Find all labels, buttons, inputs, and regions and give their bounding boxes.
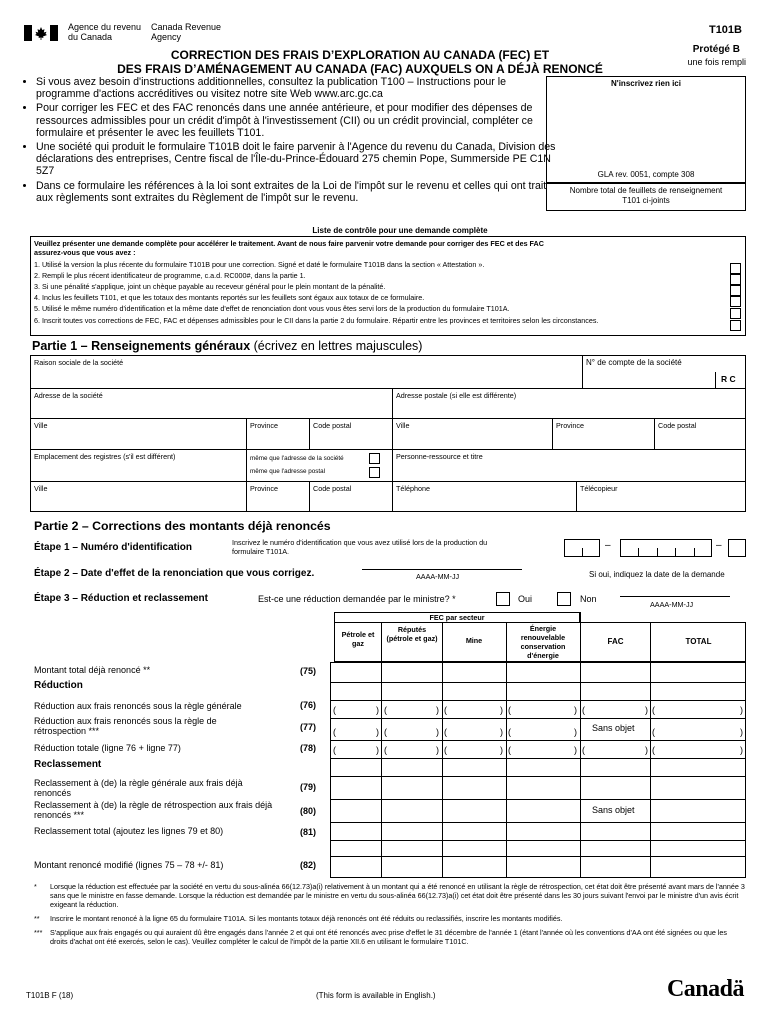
step3-question: Est-ce une réduction demandée par le ministre? * — [258, 594, 456, 604]
mailing-postal-field[interactable] — [654, 418, 746, 449]
form-title-line2: DES FRAIS D’AMÉNAGEMENT AU CANADA (FAC) AUXQUELS ON A DÉJÀ RENONCÉ — [117, 62, 603, 76]
no-write-label: N'inscrivez rien ici — [611, 79, 681, 88]
note1-mark: * — [34, 882, 37, 891]
corp-address-field[interactable] — [30, 388, 392, 418]
yes-label: Oui — [518, 594, 533, 604]
part2-title-rest: Corrections des montants déjà renoncés — [92, 519, 331, 533]
yes-checkbox[interactable] — [496, 592, 510, 606]
paren-close: ) — [645, 745, 648, 755]
paren-close: ) — [376, 705, 379, 715]
canada-wordmark: Canadä — [666, 976, 744, 1002]
agency-name-fr: Agence du revenu — [68, 22, 142, 32]
province-label: Province — [250, 421, 278, 430]
fax-field[interactable] — [576, 481, 746, 512]
part1-title: Partie 1 – Renseignements généraux — [32, 339, 251, 353]
col-total: TOTAL — [685, 637, 712, 646]
paren-open: ( — [652, 727, 655, 737]
paren-open: ( — [444, 705, 447, 715]
contact-label: Personne-ressource et titre — [396, 452, 483, 461]
paren-open: ( — [508, 727, 511, 737]
instruction-item: • Une société qui produit le formulaire T101B doit le faire parvenir à l'Agence du revenu du Canada, Division des déclarations des entreprises, Centre fiscal de l'Île-du-Prince-Édouard 275 chemin Pope, Summerside PE C1N 5Z7 — [36, 141, 556, 178]
no-checkbox[interactable] — [557, 592, 571, 606]
same-as-mailing-checkbox[interactable] — [369, 467, 380, 478]
rc-label: R C — [721, 374, 736, 384]
checklist-item: 2. Rempli le plus récent identificateur de programme, c.a.d. RC000#, dans la partie 1. — [34, 270, 306, 280]
instruction-item: • Pour corriger les FEC et des FAC renoncés dans une année antérieure, et pour modifier des dépenses de ressources admissibles pour un crédit d'impôt à l'investissement (CII) ou un crédit provincial, compléter ce formulaire et présenter le avec les feuillets T101. — [36, 102, 556, 139]
paren-close: ) — [574, 745, 577, 755]
records-location-field[interactable] — [30, 449, 246, 481]
paren-close: ) — [574, 727, 577, 737]
corp-city-field[interactable] — [30, 418, 246, 449]
line75-energie-input[interactable] — [507, 663, 580, 682]
mailing-city-field[interactable] — [392, 418, 552, 449]
step1-note-2: formulaire T101A. — [232, 547, 289, 556]
paren-open: ( — [508, 705, 511, 715]
same-as-mailing-label: même que l'adresse postal — [250, 468, 326, 475]
paren-close: ) — [436, 705, 439, 715]
id-dash-1: – — [605, 540, 611, 551]
records-city-field[interactable] — [30, 481, 246, 512]
checklist-item: 4. Inclus les feuillets T101, et que les totaux des montants reportés sur les feuillets sont égaux aux totaux de ce formulaire. — [34, 293, 425, 303]
paren-close: ) — [740, 745, 743, 755]
form-code: T101B — [708, 24, 742, 36]
line79-label: Reclassement à (de) la règle générale aux frais déjà renoncés — [34, 778, 243, 798]
paren-open: ( — [333, 705, 336, 715]
same-as-corp-label: même que l'adresse de la société — [250, 455, 344, 462]
checklist-title: Liste de contrôle pour une demande complète — [312, 226, 488, 235]
paren-open: ( — [652, 705, 655, 715]
paren-close: ) — [436, 727, 439, 737]
line78-number: (78) — [300, 743, 317, 753]
col-mine: Mine — [465, 636, 483, 645]
checklist-intro-2: assurez-vous que vous avez : — [34, 247, 136, 257]
instructions-list — [22, 76, 556, 206]
agency-name-en-2: Agency — [151, 32, 182, 42]
line75-label: Montant total déjà renoncé ** — [34, 665, 151, 675]
province-label: Province — [250, 484, 278, 493]
paren-open: ( — [508, 745, 511, 755]
checklist-checkbox-3[interactable] — [730, 285, 741, 296]
col-petrole: Pétrole et gaz — [341, 630, 375, 648]
postal-code-label: Code postal — [313, 421, 352, 430]
account-number-label: N° de compte de la société — [586, 358, 682, 367]
line75-mine-input[interactable] — [443, 663, 506, 682]
step2-date-format: AAAA-MM-JJ — [416, 572, 460, 581]
office-use-box — [546, 76, 746, 183]
col-energie: Énergie renouvelable conservation d'énergie — [520, 624, 566, 660]
checklist-checkbox-6[interactable] — [730, 320, 741, 331]
line80-label: Reclassement à (de) la règle de rétrospection aux frais déjà renoncés *** — [34, 800, 273, 820]
paren-open: ( — [384, 745, 387, 755]
checklist-checkbox-1[interactable] — [730, 263, 741, 274]
same-as-corp-checkbox[interactable] — [369, 453, 380, 464]
paren-close: ) — [436, 745, 439, 755]
line81-number: (81) — [300, 827, 317, 837]
english-available: (This form is available in English.) — [316, 991, 436, 1000]
checklist-item: 1. Utilisé la version la plus récente du formulaire T101B pour une correction. Signé et daté le formulaire T101B dans la section « Attestation ». — [34, 259, 485, 269]
id-number-part2[interactable] — [620, 539, 712, 557]
paren-close: ) — [574, 705, 577, 715]
line78-label: Réduction totale (ligne 76 + ligne 77) — [34, 743, 181, 753]
corp-province-field[interactable] — [246, 418, 309, 449]
step2-note: Si oui, indiquez la date de la demande — [589, 570, 725, 579]
paren-close: ) — [740, 727, 743, 737]
reduction-heading: Réduction — [34, 680, 83, 691]
fec-sector-header: FEC par secteur — [334, 612, 580, 623]
corp-name-label: Raison sociale de la société — [34, 358, 124, 367]
total-slips-label-2: T101 ci-joints — [622, 196, 670, 205]
total-slips-box — [546, 183, 746, 211]
paren-close: ) — [500, 705, 503, 715]
part2-title: Partie 2 — [34, 519, 79, 533]
paren-open: ( — [384, 705, 387, 715]
city-label: Ville — [396, 421, 410, 430]
corp-name-field[interactable] — [30, 355, 582, 388]
line76-label: Réduction aux frais renoncés sous la règle générale — [34, 701, 242, 711]
line75-total-input[interactable] — [651, 663, 746, 682]
paren-close: ) — [500, 745, 503, 755]
line77-label: Réduction aux frais renoncés sous la règle de rétrospection *** — [34, 716, 217, 736]
step2-label: Étape 2 – Date d'effet de la renonciation que vous corrigez. — [34, 568, 315, 579]
note2-text: Inscrire le montant renoncé à la ligne 65 du formulaire T101A. Si les montants totaux déjà renoncés ont été réduits ou reclassifiés, inscrire les montants modifiés. — [50, 914, 563, 923]
city-label: Ville — [34, 421, 48, 430]
protected-label: Protégé B — [692, 44, 740, 55]
note2-mark: ** — [34, 914, 40, 923]
instruction-item: • Si vous avez besoin d'instructions additionnelles, consultez la publication T100 – Instructions pour le programme d'actions accréditives ou visitez notre site Web www.arc.gc.ca — [36, 76, 556, 100]
canada-flag-logo — [24, 25, 58, 41]
line80-number: (80) — [300, 806, 317, 816]
mailing-address-label: Adresse postale (si elle est différente) — [396, 391, 517, 400]
note1-text: Lorsque la réduction est effectuée par la société en vertu du sous-alinéa 66(12.73)a(i) relativement à un montant qui a été renoncé en utilisant la règle de rétrospection, cet état doit être présenté avant mars de l'année 3 sans que le ministre en fasse demande. Lorsque la réduction est demandée par le ministre en vertu du sous-alinéa 66(12.73)a(i) cet état doit être présenté dans les 30 jours suivant l'envoi par le ministre d'un avis écrit exigeant la réduction. — [50, 882, 745, 909]
step1-note: Inscrivez le numéro d'identification que vous avez utilisé lors de la production du — [232, 538, 488, 547]
line75-fac-input[interactable] — [581, 663, 650, 682]
agency-name-en: Canada Revenue — [151, 22, 222, 32]
id-dash-2: – — [716, 540, 722, 551]
line75-reputes-input[interactable] — [382, 663, 442, 682]
paren-close: ) — [500, 727, 503, 737]
checklist-item: 3. Si une pénalité s'applique, joint un chèque payable au receveur général pour le plein montant de la pénalité. — [34, 282, 386, 291]
line75-number: (75) — [300, 666, 317, 676]
corp-address-label: Adresse de la société — [34, 391, 103, 400]
part2-dash: – — [81, 519, 89, 533]
paren-open: ( — [582, 745, 585, 755]
line82-label: Montant renoncé modifié (lignes 75 – 78 +/- 81) — [34, 860, 224, 870]
corp-postal-field[interactable] — [309, 418, 392, 449]
form-title-line1: CORRECTION DES FRAIS D’EXPLORATION AU CANADA (FEC) ET — [170, 48, 550, 62]
checklist-box — [30, 236, 746, 336]
city-label: Ville — [34, 484, 48, 493]
phone-label: Téléphone — [396, 484, 430, 493]
paren-close: ) — [376, 745, 379, 755]
postal-code-label: Code postal — [658, 421, 697, 430]
line81-label: Reclassement total (ajoutez les lignes 79 et 80) — [34, 826, 224, 836]
line77-number: (77) — [300, 722, 317, 732]
records-location-label: Emplacement des registres (s'il est différent) — [34, 452, 176, 461]
records-postal-field[interactable] — [309, 481, 392, 512]
paren-open: ( — [582, 705, 585, 715]
paren-close: ) — [740, 705, 743, 715]
checklist-checkbox-4[interactable] — [730, 296, 741, 307]
protected-sub: une fois rempli — [687, 57, 746, 67]
instruction-item: • Dans ce formulaire les références à la loi sont extraites de la Loi de l'impôt sur le revenu et celles qui ont trait aux règlements sont extraites du Règlement de l'impôt sur le revenu. — [36, 180, 556, 204]
step1-label: Étape 1 – Numéro d'identification — [34, 542, 192, 553]
no-label: Non — [580, 594, 597, 604]
paren-open: ( — [333, 745, 336, 755]
mailing-province-field[interactable] — [552, 418, 654, 449]
id-number-part3[interactable] — [728, 539, 746, 557]
reclass-heading: Reclassement — [34, 759, 102, 770]
paren-close: ) — [645, 705, 648, 715]
agency-name-fr-2: du Canada — [68, 32, 113, 42]
checklist-item: 5. Utilisé le même numéro d'identification et la même date d'effet de renonciation dont vous vous êtes servi lors de la production du formulaire T101A. — [34, 304, 510, 314]
records-province-field[interactable] — [246, 481, 309, 512]
postal-code-label: Code postal — [313, 484, 352, 493]
contact-field[interactable] — [392, 449, 746, 481]
checklist-checkbox-2[interactable] — [730, 274, 741, 285]
line76-number: (76) — [300, 700, 317, 710]
fax-label: Télécopieur — [580, 484, 618, 493]
province-label: Province — [556, 421, 584, 430]
paren-open: ( — [444, 745, 447, 755]
form-id: T101B F (18) — [26, 991, 74, 1000]
line77-fac-na: Sans objet — [592, 723, 635, 733]
amounts-grid — [330, 662, 746, 878]
checklist-checkbox-5[interactable] — [730, 308, 741, 319]
phone-field[interactable] — [392, 481, 576, 512]
note3-mark: *** — [34, 928, 43, 937]
paren-open: ( — [384, 727, 387, 737]
total-slips-label: Nombre total de feuillets de renseignement — [569, 186, 723, 195]
line79-number: (79) — [300, 782, 317, 792]
part1-title-note: (écrivez en lettres majuscules) — [253, 339, 423, 353]
mailing-address-field[interactable] — [392, 388, 746, 418]
line80-fac-na: Sans objet — [592, 805, 635, 815]
col-fac: FAC — [607, 637, 624, 646]
step3-label: Étape 3 – Réduction et reclassement — [34, 593, 208, 604]
checklist-intro: Veuillez présenter une demande complète pour accélérer le traitement. Avant de nous faire parvenir votre demande pour corriger des FEC et des FAC — [34, 239, 544, 248]
paren-close: ) — [376, 727, 379, 737]
line82-number: (82) — [300, 860, 317, 870]
gla-label: GLA rev. 0051, compte 308 — [597, 170, 695, 179]
line75-petrole-input[interactable] — [331, 663, 381, 682]
col-reputes: Réputés (pétrole et gaz) — [386, 625, 438, 643]
paren-open: ( — [333, 727, 336, 737]
note3-text: S'applique aux frais engagés ou qui auraient dû être engagés dans l'année 2 et qui ont été renoncés avec prise d'effet le 31 décembre de l'année 1 (étant l'année où les conventions d'AA ont été signées ou que les droits d'achat ont été exercés, selon le cas). Veuillez compléter le calcul de l'impôt de la partie XII.6 en utilisant le formulaire T101C. — [50, 928, 728, 946]
checklist-item: 6. Inscrit toutes vos corrections de FEC, FAC et dépenses admissibles pour le CII dans la partie 2 du formulaire. Répartir entre les provinces et territoires selon les circonstances. — [34, 315, 599, 325]
paren-open: ( — [444, 727, 447, 737]
paren-open: ( — [652, 745, 655, 755]
account-number-field[interactable] — [582, 355, 746, 388]
request-date-format: AAAA-MM-JJ — [650, 600, 694, 609]
